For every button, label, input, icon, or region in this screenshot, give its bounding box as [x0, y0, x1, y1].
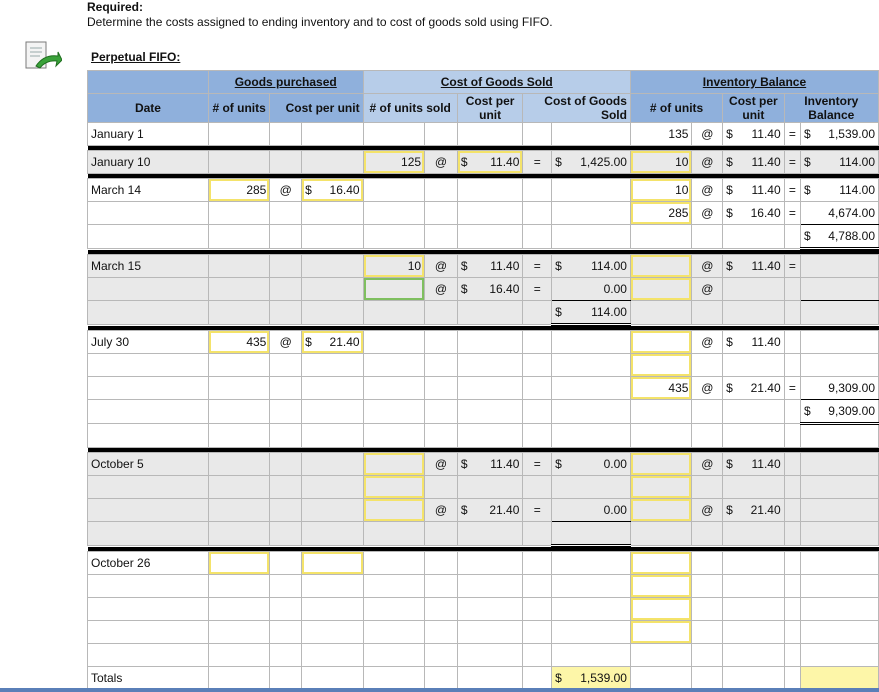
dollar-sign: $	[555, 259, 562, 273]
inv-balance-cell: 9,309.00	[801, 377, 879, 400]
dollar-sign: $	[305, 335, 312, 349]
dollar-sign: $	[555, 305, 562, 319]
inv-units-input[interactable]	[630, 476, 691, 499]
cogs-cell: 0.00	[603, 457, 627, 471]
table-row	[88, 575, 879, 598]
header-group-row	[88, 71, 879, 94]
required-text: Determine the costs assigned to ending inventory and to cost of goods sold using FIFO.	[87, 15, 553, 29]
date-col-header: Date	[88, 94, 209, 123]
date-cell: July 30	[88, 331, 209, 354]
sold-units-input[interactable]	[363, 453, 424, 476]
table-row	[88, 424, 879, 448]
date-cell: March 14	[88, 179, 209, 202]
at-symbol: @	[692, 278, 723, 301]
dollar-sign: $	[555, 457, 562, 471]
table-row	[88, 301, 879, 325]
table-row	[88, 644, 879, 667]
dollar-sign: $	[726, 335, 733, 349]
table-row	[88, 278, 879, 301]
inv-units-input[interactable]: 10	[630, 179, 691, 202]
cogs-header: Cost of Goods Sold	[440, 75, 553, 89]
inv-total-cell: 9,309.00	[828, 404, 875, 418]
at-symbol: @	[270, 331, 302, 354]
pur-units-col-header: # of units	[208, 94, 269, 123]
sold-cost-cell: 16.40	[489, 282, 520, 296]
dollar-sign: $	[726, 259, 733, 273]
dollar-sign: $	[804, 404, 811, 418]
dollar-sign: $	[726, 206, 733, 220]
sold-cost-input[interactable]: 11.40	[490, 155, 520, 169]
inv-balance-cell: 114.00	[839, 155, 875, 169]
inv-units-input[interactable]	[630, 598, 691, 621]
inv-cost-cell: 16.40	[750, 206, 781, 220]
equals-sign: =	[784, 202, 800, 225]
inv-balance-col-header: Inventory Balance	[784, 94, 878, 123]
dollar-sign: $	[305, 183, 312, 197]
dollar-sign: $	[726, 457, 733, 471]
sold-cost-col-header: Cost per unit	[457, 94, 523, 123]
cogs-grand-total: 1,539.00	[580, 671, 627, 685]
table-row	[88, 552, 879, 575]
equals-sign: =	[784, 179, 800, 202]
dollar-sign: $	[460, 259, 468, 273]
cogs-cell: 1,425.00	[580, 155, 627, 169]
dollar-sign: $	[726, 155, 733, 169]
inv-cost-cell: 11.40	[751, 457, 781, 471]
inv-cost-cell: 11.40	[751, 259, 781, 273]
date-cell: January 1	[88, 123, 209, 146]
inv-units-cell: 135	[630, 123, 691, 146]
inv-cost-cell: 11.40	[751, 183, 781, 197]
dollar-sign: $	[460, 282, 468, 296]
equals-sign: =	[523, 453, 552, 476]
inv-units-input[interactable]	[630, 621, 691, 644]
table-row	[88, 331, 879, 354]
dollar-sign: $	[804, 155, 811, 169]
at-symbol: @	[692, 453, 723, 476]
cogs-cell: 114.00	[591, 259, 627, 273]
table-row	[88, 400, 879, 424]
pur-cost-input[interactable]: 21.40	[329, 335, 360, 349]
inv-units-input[interactable]	[630, 575, 691, 598]
inv-total-cell: 4,788.00	[828, 229, 875, 243]
equals-sign: =	[784, 151, 800, 174]
pur-units-input[interactable]: 285	[208, 179, 269, 202]
date-cell: October 5	[88, 453, 209, 476]
pur-cost-input[interactable]	[302, 552, 363, 575]
inv-units-input[interactable]	[630, 278, 691, 301]
table-row	[88, 225, 879, 249]
at-symbol: @	[270, 179, 302, 202]
dollar-sign: $	[726, 127, 733, 141]
at-symbol: @	[425, 151, 458, 174]
inv-units-input[interactable]	[630, 354, 691, 377]
bottom-bar	[0, 688, 879, 692]
inv-units-col-header: # of units	[630, 94, 722, 123]
at-symbol: @	[692, 123, 723, 146]
dollar-sign: $	[726, 381, 733, 395]
header-column-row	[88, 94, 879, 123]
sold-units-input[interactable]: 10	[363, 255, 424, 278]
back-arrow-icon[interactable]	[22, 40, 62, 74]
dollar-sign: $	[804, 183, 811, 197]
dollar-sign: $	[726, 503, 733, 517]
date-cell: January 10	[88, 151, 209, 174]
dollar-sign: $	[804, 127, 811, 141]
table-row	[88, 522, 879, 546]
dollar-sign: $	[555, 671, 562, 685]
table-row	[88, 151, 879, 174]
dollar-sign: $	[460, 457, 468, 471]
at-symbol: @	[425, 255, 458, 278]
at-symbol: @	[692, 255, 723, 278]
sold-cost-cell: 11.40	[490, 259, 520, 273]
at-symbol: @	[692, 202, 723, 225]
sold-units-input[interactable]: 125	[363, 151, 424, 174]
inv-balance-cell: 4,674.00	[801, 202, 879, 225]
inv-cost-cell: 11.40	[751, 335, 781, 349]
cogs-cell: 0.00	[552, 278, 631, 301]
at-symbol: @	[692, 499, 723, 522]
sold-units-input[interactable]	[363, 476, 424, 499]
inv-units-input[interactable]	[630, 499, 691, 522]
pur-cost-col-header: Cost per unit	[270, 94, 363, 123]
equals-sign: =	[784, 255, 800, 278]
inv-units-input[interactable]	[630, 552, 691, 575]
at-symbol: @	[425, 453, 458, 476]
inventory-balance-header: Inventory Balance	[702, 75, 807, 89]
dollar-sign: $	[460, 155, 468, 169]
date-cell: March 15	[88, 255, 209, 278]
dollar-sign: $	[460, 503, 468, 517]
at-symbol: @	[692, 331, 723, 354]
inv-cost-cell: 21.40	[750, 503, 781, 517]
equals-sign: =	[784, 123, 800, 146]
pur-units-input[interactable]	[208, 552, 269, 575]
inv-cost-cell: 11.40	[751, 127, 781, 141]
dollar-sign: $	[804, 229, 811, 243]
section-title: Perpetual FIFO:	[91, 50, 181, 64]
sold-units-col-header: # of units sold	[363, 94, 457, 123]
inv-balance-cell: 1,539.00	[828, 127, 875, 141]
table-row	[88, 499, 879, 522]
table-row	[88, 476, 879, 499]
at-symbol: @	[692, 377, 723, 400]
inv-units-input[interactable]	[630, 255, 691, 278]
sold-cost-cell: 11.40	[490, 457, 520, 471]
equals-sign: =	[784, 377, 800, 400]
at-symbol: @	[425, 499, 458, 522]
inv-units-input[interactable]	[630, 453, 691, 476]
inv-cost-col-header: Cost per unit	[723, 94, 784, 123]
fifo-table	[87, 70, 879, 690]
cogs-col-header: Cost of Goods Sold	[523, 94, 631, 123]
table-row	[88, 202, 879, 225]
goods-purchased-header: Goods purchased	[234, 75, 337, 89]
pur-units-input[interactable]: 435	[208, 331, 269, 354]
at-symbol: @	[692, 151, 723, 174]
required-heading: Required:	[87, 0, 144, 14]
sold-units-input[interactable]	[363, 499, 424, 522]
inv-units-input[interactable]: 435	[630, 377, 691, 400]
pur-cost-input[interactable]: 16.40	[329, 183, 360, 197]
at-symbol: @	[692, 179, 723, 202]
at-symbol: @	[425, 278, 458, 301]
table-row	[88, 123, 879, 146]
inv-cost-cell: 11.40	[751, 155, 781, 169]
sold-units-input[interactable]	[363, 278, 424, 301]
dollar-sign: $	[555, 155, 562, 169]
table-row	[88, 621, 879, 644]
inv-units-input[interactable]: 285	[630, 202, 691, 225]
table-row	[88, 453, 879, 476]
totals-label: Totals	[88, 667, 209, 690]
table-row	[88, 255, 879, 278]
inventory-total-input[interactable]	[801, 667, 879, 690]
inv-balance-cell: 114.00	[839, 183, 875, 197]
inv-cost-cell: 21.40	[750, 381, 781, 395]
dollar-sign: $	[726, 183, 733, 197]
equals-sign: =	[523, 255, 552, 278]
cogs-total-cell: 114.00	[591, 305, 627, 319]
equals-sign: =	[523, 151, 552, 174]
equals-sign: =	[523, 499, 552, 522]
inv-units-input[interactable]	[630, 331, 691, 354]
inv-units-input[interactable]: 10	[630, 151, 691, 174]
date-cell: October 26	[88, 552, 209, 575]
table-row	[88, 598, 879, 621]
totals-row	[88, 667, 879, 690]
equals-sign: =	[523, 278, 552, 301]
table-row	[88, 377, 879, 400]
table-row	[88, 354, 879, 377]
sold-cost-cell: 21.40	[489, 503, 520, 517]
cogs-cell: 0.00	[552, 499, 631, 522]
table-row	[88, 179, 879, 202]
